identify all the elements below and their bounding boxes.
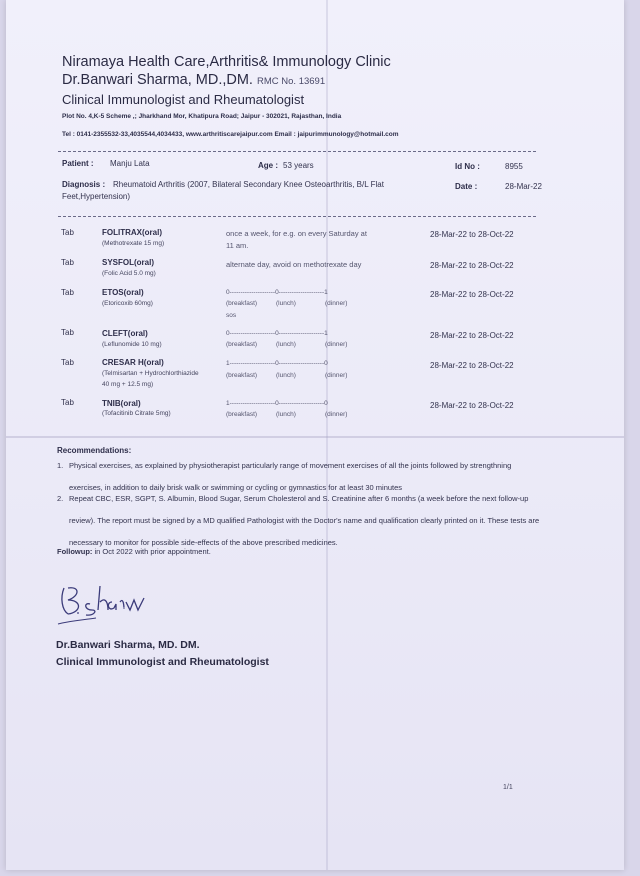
med-sos: sos bbox=[226, 312, 237, 319]
slot-dinner: (dinner) bbox=[325, 411, 348, 418]
slot-breakfast: (breakfast) bbox=[226, 341, 258, 348]
med-schedule: 0---------------------0---------------------1 bbox=[226, 330, 328, 337]
rmc-number: RMC No. 13691 bbox=[257, 76, 326, 87]
followup bbox=[57, 547, 211, 556]
patient-name: Manju Lata bbox=[110, 159, 150, 168]
doctor-signature-name: Dr.Banwari Sharma, MD. DM. bbox=[56, 639, 200, 651]
slot-lunch: (lunch) bbox=[276, 300, 296, 307]
med-form: Tab bbox=[61, 358, 74, 367]
med-name: SYSFOL(oral) bbox=[102, 258, 155, 267]
med-generic: (Telmisartan + Hydrochlorthiazide bbox=[102, 370, 199, 377]
slot-breakfast: (breakfast) bbox=[226, 372, 258, 379]
recommendations-title: Recommendations: bbox=[57, 446, 132, 455]
med-form: Tab bbox=[61, 398, 74, 407]
item-text: Repeat CBC, ESR, SGPT, S. Albumin, Blood Sugar, Serum Cholesterol and S. Creatinine after 6 months (a week before the next follow-up review). The report must be signed by a MD qualified Pathologist with the Doctor's name and qualification clearly printed on it. These tests are necessary to monitor for possible side-effects of the above prescribed medicines. bbox=[69, 494, 540, 547]
med-duration: 28-Mar-22 to 28-Oct-22 bbox=[430, 230, 514, 239]
med-name: FOLITRAX(oral) bbox=[102, 228, 162, 237]
slot-lunch: (lunch) bbox=[276, 411, 296, 418]
slot-lunch: (lunch) bbox=[276, 341, 296, 348]
slot-breakfast: (breakfast) bbox=[226, 411, 258, 418]
slot-breakfast: (breakfast) bbox=[226, 300, 258, 307]
med-generic: (Leflunomide 10 mg) bbox=[102, 341, 162, 348]
med-duration: 28-Mar-22 to 28-Oct-22 bbox=[430, 331, 514, 340]
med-form: Tab bbox=[61, 288, 74, 297]
med-generic: (Tofacitinib Citrate 5mg) bbox=[102, 410, 171, 417]
slot-dinner: (dinner) bbox=[325, 372, 348, 379]
med-dosage: once a week, for e.g. on every Saturday at bbox=[226, 229, 367, 238]
followup-text: in Oct 2022 with prior appointment. bbox=[94, 547, 211, 556]
id-label: Id No : bbox=[455, 162, 480, 171]
item-number: 2. bbox=[57, 494, 64, 503]
slot-dinner: (dinner) bbox=[325, 341, 348, 348]
med-schedule: 1---------------------0---------------------0 bbox=[226, 400, 328, 407]
med-generic: 40 mg + 12.5 mg) bbox=[102, 381, 154, 388]
med-name: TNIB(oral) bbox=[102, 399, 141, 408]
page-number: 1/1 bbox=[503, 784, 513, 791]
doctor-signature-title: Clinical Immunologist and Rheumatologist bbox=[56, 656, 269, 668]
id-value: 8955 bbox=[505, 162, 523, 171]
divider bbox=[58, 151, 536, 153]
date-label: Date : bbox=[455, 182, 478, 191]
med-form: Tab bbox=[61, 228, 74, 237]
med-duration: 28-Mar-22 to 28-Oct-22 bbox=[430, 290, 514, 299]
med-generic: (Folic Acid 5.0 mg) bbox=[102, 270, 156, 277]
med-dosage: 11 am. bbox=[226, 241, 249, 250]
date-value: 28-Mar-22 bbox=[505, 182, 542, 191]
med-schedule: 1---------------------0---------------------0 bbox=[226, 360, 328, 367]
med-name: CRESAR H(oral) bbox=[102, 358, 164, 367]
followup-label: Followup: bbox=[57, 547, 93, 556]
clinic-name: Niramaya Health Care,Arthritis& Immunology Clinic bbox=[62, 54, 391, 70]
doctor-name: Dr.Banwari Sharma, MD.,DM. bbox=[62, 72, 253, 88]
age-label: Age : bbox=[258, 161, 278, 170]
med-duration: 28-Mar-22 to 28-Oct-22 bbox=[430, 401, 514, 410]
item-number: 1. bbox=[57, 461, 64, 470]
slot-dinner: (dinner) bbox=[325, 300, 348, 307]
slot-lunch: (lunch) bbox=[276, 372, 296, 379]
med-dosage: alternate day, avoid on methotrexate day bbox=[226, 260, 362, 269]
patient-label: Patient : bbox=[62, 159, 94, 168]
clinic-address: Plot No. 4,K-5 Scheme ,; Jharkhand Mor, Khatipura Road; Jaipur - 302021, Rajasthan, India bbox=[62, 113, 342, 120]
med-generic: (Methotrexate 15 mg) bbox=[102, 240, 165, 247]
med-form: Tab bbox=[61, 328, 74, 337]
paper-fold bbox=[6, 436, 624, 438]
med-form: Tab bbox=[61, 258, 74, 267]
med-generic: (Etoricoxib 60mg) bbox=[102, 300, 153, 307]
med-name: ETOS(oral) bbox=[102, 288, 144, 297]
age-value: 53 years bbox=[283, 161, 314, 170]
med-duration: 28-Mar-22 to 28-Oct-22 bbox=[430, 361, 514, 370]
med-duration: 28-Mar-22 to 28-Oct-22 bbox=[430, 261, 514, 270]
diagnosis-line: Rheumatoid Arthritis (2007, Bilateral Secondary Knee Osteoarthritis, B/L Flat bbox=[113, 180, 384, 189]
med-name: CLEFT(oral) bbox=[102, 329, 148, 338]
recommendation-item bbox=[57, 488, 547, 554]
specialty: Clinical Immunologist and Rheumatologist bbox=[62, 92, 305, 107]
item-text: Physical exercises, as explained by physiotherapist particularly range of movement exercises of all the joints followed by strengthning exercises, in addition to daily brisk walk or swimming or cycling or gymnastics for at least 30 minutes bbox=[69, 461, 512, 492]
diagnosis-label: Diagnosis : bbox=[62, 180, 106, 189]
doctor-line bbox=[62, 72, 325, 88]
handwritten-signature bbox=[54, 580, 164, 630]
clinic-contact: Tel : 0141-2355532-33,4035544,4034433, www.arthritiscarejaipur.com Email : jaipurimmunology@hotmail.com bbox=[62, 131, 399, 138]
divider bbox=[58, 216, 536, 218]
med-schedule: 0---------------------0---------------------1 bbox=[226, 289, 328, 296]
diagnosis-line: Feet,Hypertension) bbox=[62, 192, 131, 201]
